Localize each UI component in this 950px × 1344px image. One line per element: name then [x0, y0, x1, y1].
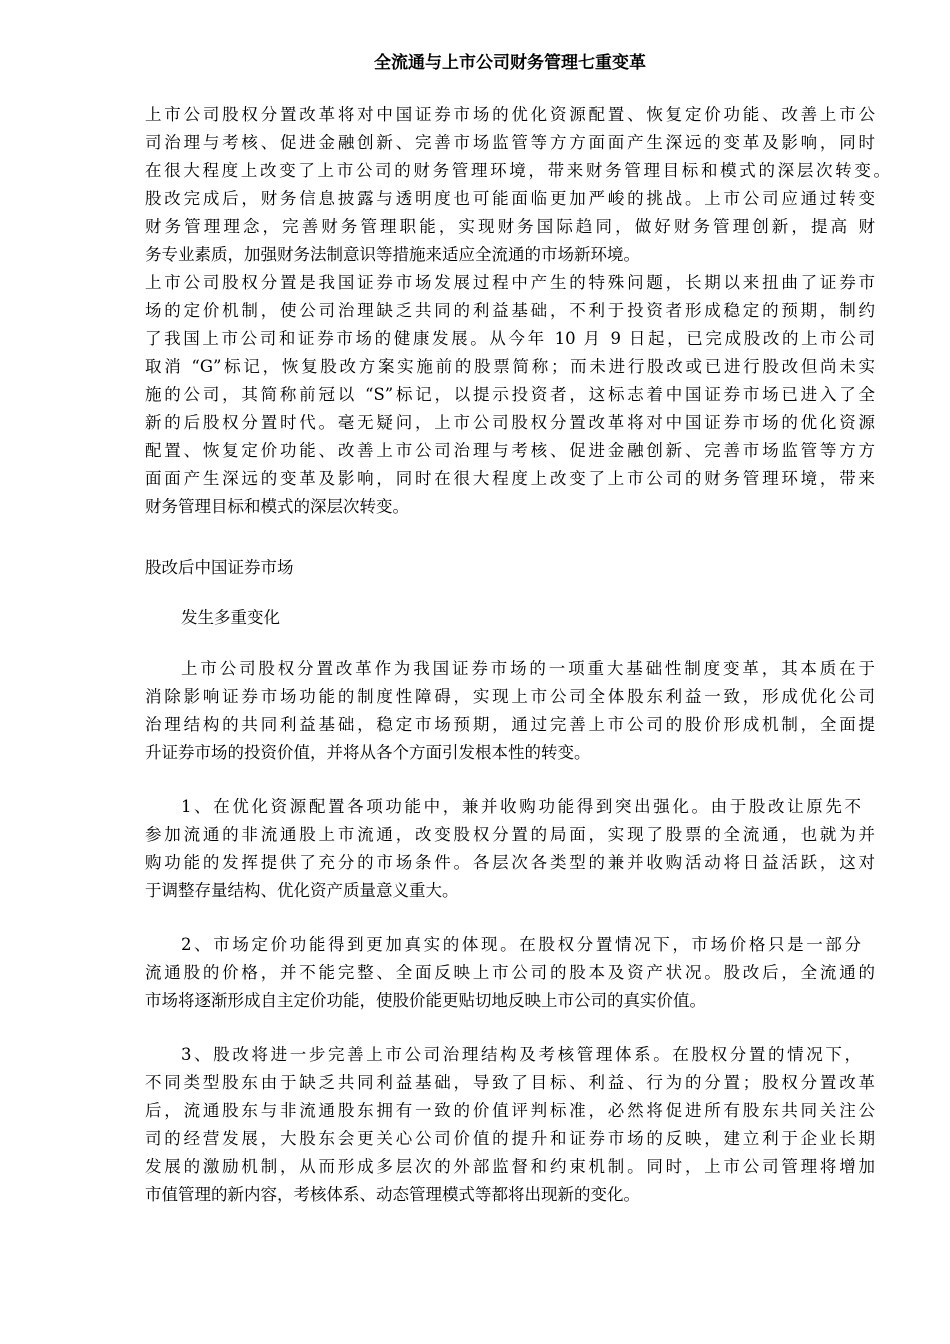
paragraph-line: 配置、恢复定价功能、改善上市公司治理与考核、促进金融创新、完善市场监管等方方	[145, 441, 875, 460]
paragraph-line: 司的经营发展，大股东会更关心公司价值的提升和证券市场的反映，建立利于企业长期	[145, 1129, 875, 1148]
paragraph-line: 股改完成后，财务信息披露与透明度也可能面临更加严峻的挑战。上市公司应通过转变	[145, 189, 875, 208]
paragraph-reform-nature	[145, 655, 875, 767]
paragraph-line: 在很大程度上改变了上市公司的财务管理环境，带来财务管理目标和模式的深层次转变。	[145, 161, 890, 180]
paragraph-line: 了我国上市公司和证券市场的健康发展。从今年 10 月 9 日起，已完成股改的上市公司	[145, 329, 875, 348]
paragraph-line: 治理结构的共同利益基础，稳定市场预期，通过完善上市公司的股价形成机制，全面提	[145, 715, 875, 734]
paragraph-line: 2、市场定价功能得到更加真实的体现。在股权分置情况下，市场价格只是一部分	[181, 935, 861, 954]
paragraph-line: 后，流通股东与非流通股东拥有一致的价值评判标准，必然将促进所有股东共同关注公	[145, 1101, 875, 1120]
paragraph-line: 司治理与考核、促进金融创新、完善市场监管等方方面面产生深远的变革及影响，同时	[145, 133, 875, 152]
paragraph-line: 不同类型股东由于缺乏共同利益基础，导致了目标、利益、行为的分置；股权分置改革	[145, 1073, 875, 1092]
paragraph-line: 升证券市场的投资价值，并将从各个方面引发根本性的转变。	[145, 743, 591, 762]
paragraph-line: 购功能的发挥提供了充分的市场条件。各层次各类型的兼并收购活动将日益活跃，这对	[145, 853, 875, 872]
paragraph-line: 上市公司股权分置改革将对中国证券市场的优化资源配置、恢复定价功能、改善上市公	[145, 105, 875, 124]
paragraph-line: 于调整存量结构、优化资产质量意义重大。	[145, 881, 459, 900]
paragraph-point-1	[145, 793, 875, 905]
paragraph-line: 发展的激励机制，从而形成多层次的外部监督和约束机制。同时，上市公司管理将增加	[145, 1157, 875, 1176]
section-subheading	[145, 604, 875, 632]
paragraph-line: 面面产生深远的变革及影响，同时在很大程度上改变了上市公司的财务管理环境，带来	[145, 469, 875, 488]
paragraph-line: 取消 “G”标记，恢复股改方案实施前的股票简称；而未进行股改或已进行股改但尚未实	[145, 357, 875, 376]
paragraph-line: 财务管理目标和模式的深层次转变。	[145, 497, 409, 516]
paragraph-line: 财务管理理念，完善财务管理职能，实现财务国际趋同，做好财务管理创新，提高 财	[145, 217, 875, 236]
document-title: 全流通与上市公司财务管理七重变革	[374, 53, 646, 73]
paragraph-line: 1、在优化资源配置各项功能中，兼并收购功能得到突出强化。由于股改让原先不	[181, 797, 861, 816]
paragraph-intro	[145, 101, 890, 269]
section-subheading-line: 发生多重变化	[181, 608, 280, 627]
paragraph-line: 参加流通的非流通股上市流通，改变股权分置的局面，实现了股票的全流通，也就为并	[145, 825, 875, 844]
paragraph-line: 市场将逐渐形成自主定价功能，使股价能更贴切地反映上市公司的真实价值。	[145, 991, 706, 1010]
paragraph-line: 流通股的价格，并不能完整、全面反映上市公司的股本及资产状况。股改后，全流通的	[145, 963, 875, 982]
section-heading	[145, 554, 875, 582]
paragraph-background	[145, 269, 875, 521]
paragraph-line: 施的公司，其简称前冠以 “S”标记，以提示投资者，这标志着中国证券市场已进入了全	[145, 385, 875, 404]
paragraph-line: 场的定价机制，使公司治理缺乏共同的利益基础，不利于投资者形成稳定的预期，制约	[145, 301, 875, 320]
paragraph-line: 务专业素质，加强财务法制意识等措施来适应全流通的市场新环境。	[145, 245, 640, 264]
paragraph-line: 上市公司股权分置是我国证券市场发展过程中产生的特殊问题，长期以来扭曲了证券市	[145, 273, 875, 292]
paragraph-line: 新的后股权分置时代。毫无疑问，上市公司股权分置改革将对中国证券市场的优化资源	[145, 413, 875, 432]
paragraph-point-3	[145, 1041, 875, 1209]
paragraph-line: 3、股改将进一步完善上市公司治理结构及考核管理体系。在股权分置的情况下，	[181, 1045, 861, 1064]
paragraph-line: 市值管理的新内容，考核体系、动态管理模式等都将出现新的变化。	[145, 1185, 640, 1204]
section-heading-line: 股改后中国证券市场	[145, 558, 294, 577]
paragraph-point-2	[145, 931, 875, 1015]
paragraph-line: 上市公司股权分置改革作为我国证券市场的一项重大基础性制度变革，其本质在于	[181, 659, 875, 678]
paragraph-line: 消除影响证券市场功能的制度性障碍，实现上市公司全体股东利益一致，形成优化公司	[145, 687, 875, 706]
